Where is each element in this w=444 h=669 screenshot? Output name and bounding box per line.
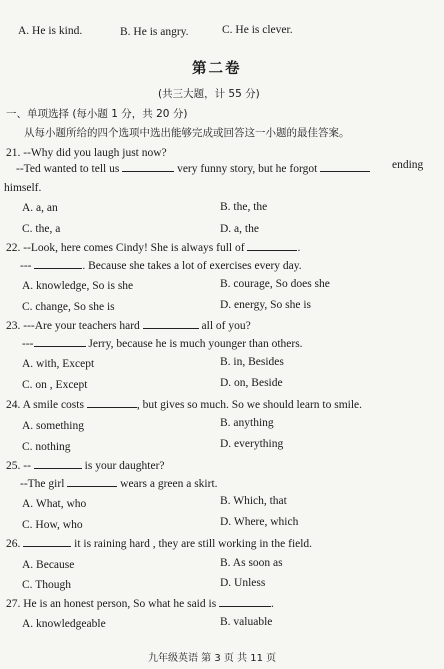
q27-option-b: B. valuable [220, 616, 273, 628]
q26-option-a: A. Because [22, 559, 75, 571]
q24-option-d: D. everything [220, 438, 284, 450]
q27-text-a: 27. He is an honest person, So what he said is [6, 598, 217, 610]
q22-text-b: . [297, 242, 301, 254]
answer-blank [247, 241, 297, 251]
answer-blank [122, 162, 174, 172]
answer-blank [34, 459, 82, 469]
section-subtitle: (共三大题，计 55 分) [158, 88, 260, 100]
section-title: 第二卷 [192, 61, 242, 77]
q21-option-a: A. a, an [22, 202, 58, 214]
q26-text-b: it is raining hard , they are still working in the field. [74, 538, 313, 550]
q25-text-a: 25. -- [6, 460, 31, 472]
question-22-stem [6, 241, 300, 255]
answer-blank [320, 162, 370, 172]
q21-option-c: C. the, a [22, 223, 61, 235]
q21-text-a: --Ted wanted to tell us [16, 163, 120, 175]
top-option-b: B. He is angry. [120, 26, 189, 38]
q23-option-d: D. on, Beside [220, 377, 283, 389]
q22-text-d: . Because she takes a lot of exercises every day. [82, 260, 302, 272]
q25-text-b: is your daughter? [84, 460, 165, 472]
q24-option-c: C. nothing [22, 441, 71, 453]
answer-blank [67, 477, 117, 487]
page-footer: 九年级英语 第 3 页 共 11 页 [148, 653, 277, 664]
question-22-line2 [20, 259, 302, 273]
q23-text-c: --- [22, 338, 34, 350]
part-instruction: 从每小题所给的四个选项中选出能够完成或回答这一小题的最佳答案。 [24, 127, 350, 139]
q23-text-a: 23. ---Are your teachers hard [6, 320, 140, 332]
q25-option-d: D. Where, which [220, 516, 299, 528]
q25-option-a: A. What, who [22, 498, 87, 510]
q23-text-d: Jerry, because he is much younger than others. [88, 338, 303, 350]
q22-text-a: 22. --Look, here comes Cindy! She is always full of [6, 242, 245, 254]
q21-text-c: ending [392, 159, 424, 171]
q23-option-c: C. on , Except [22, 379, 88, 391]
q26-option-c: C. Though [22, 579, 71, 591]
question-25-stem [6, 459, 165, 473]
question-25-line2 [20, 477, 218, 491]
answer-blank [143, 319, 199, 329]
q24-option-b: B. anything [220, 417, 274, 429]
q25-option-b: B. Which, that [220, 495, 287, 507]
q25-text-c: --The girl [20, 478, 65, 490]
q23-option-a: A. with, Except [22, 358, 95, 370]
question-21-stem: 21. --Why did you laugh just now? [6, 147, 167, 159]
question-21-line3: himself. [4, 182, 42, 194]
q26-text-a: 26. [6, 538, 21, 550]
q26-option-b: B. As soon as [220, 557, 283, 569]
q24-text-a: 24. A smile costs [6, 399, 84, 411]
answer-blank [87, 398, 137, 408]
q24-text-b: , but gives so much. So we should learn to smile. [136, 399, 363, 411]
answer-blank [34, 337, 86, 347]
answer-blank [219, 597, 271, 607]
part-heading: 一、单项选择 (每小题 1 分，共 20 分) [6, 108, 188, 120]
top-option-c: C. He is clever. [222, 24, 293, 36]
q24-option-a: A. something [22, 420, 84, 432]
q22-option-c: C. change, So she is [22, 301, 115, 313]
q22-option-a: A. knowledge, So is she [22, 280, 134, 292]
q22-text-c: --- [20, 260, 32, 272]
question-24-stem [6, 398, 362, 412]
q22-option-d: D. energy, So she is [220, 299, 312, 311]
q27-option-a: A. knowledgeable [22, 618, 106, 630]
question-23-stem [6, 319, 251, 333]
q23-text-b: all of you? [201, 320, 251, 332]
q25-text-d: wears a green a skirt. [120, 478, 218, 490]
q21-option-b: B. the, the [220, 201, 268, 213]
top-option-a: A. He is kind. [18, 25, 83, 37]
q27-text-b: . [271, 598, 274, 610]
q26-option-d: D. Unless [220, 577, 266, 589]
question-23-line2 [22, 337, 303, 351]
q23-option-b: B. in, Besides [220, 356, 284, 368]
answer-blank [34, 259, 82, 269]
question-26-stem [6, 537, 312, 551]
question-27-stem [6, 597, 274, 611]
q22-option-b: B. courage, So does she [220, 278, 330, 290]
answer-blank [23, 537, 71, 547]
q25-option-c: C. How, who [22, 519, 83, 531]
q21-text-b: very funny story, but he forgot [177, 163, 318, 175]
question-21-line2 [16, 162, 370, 176]
q21-option-d: D. a, the [220, 223, 259, 235]
